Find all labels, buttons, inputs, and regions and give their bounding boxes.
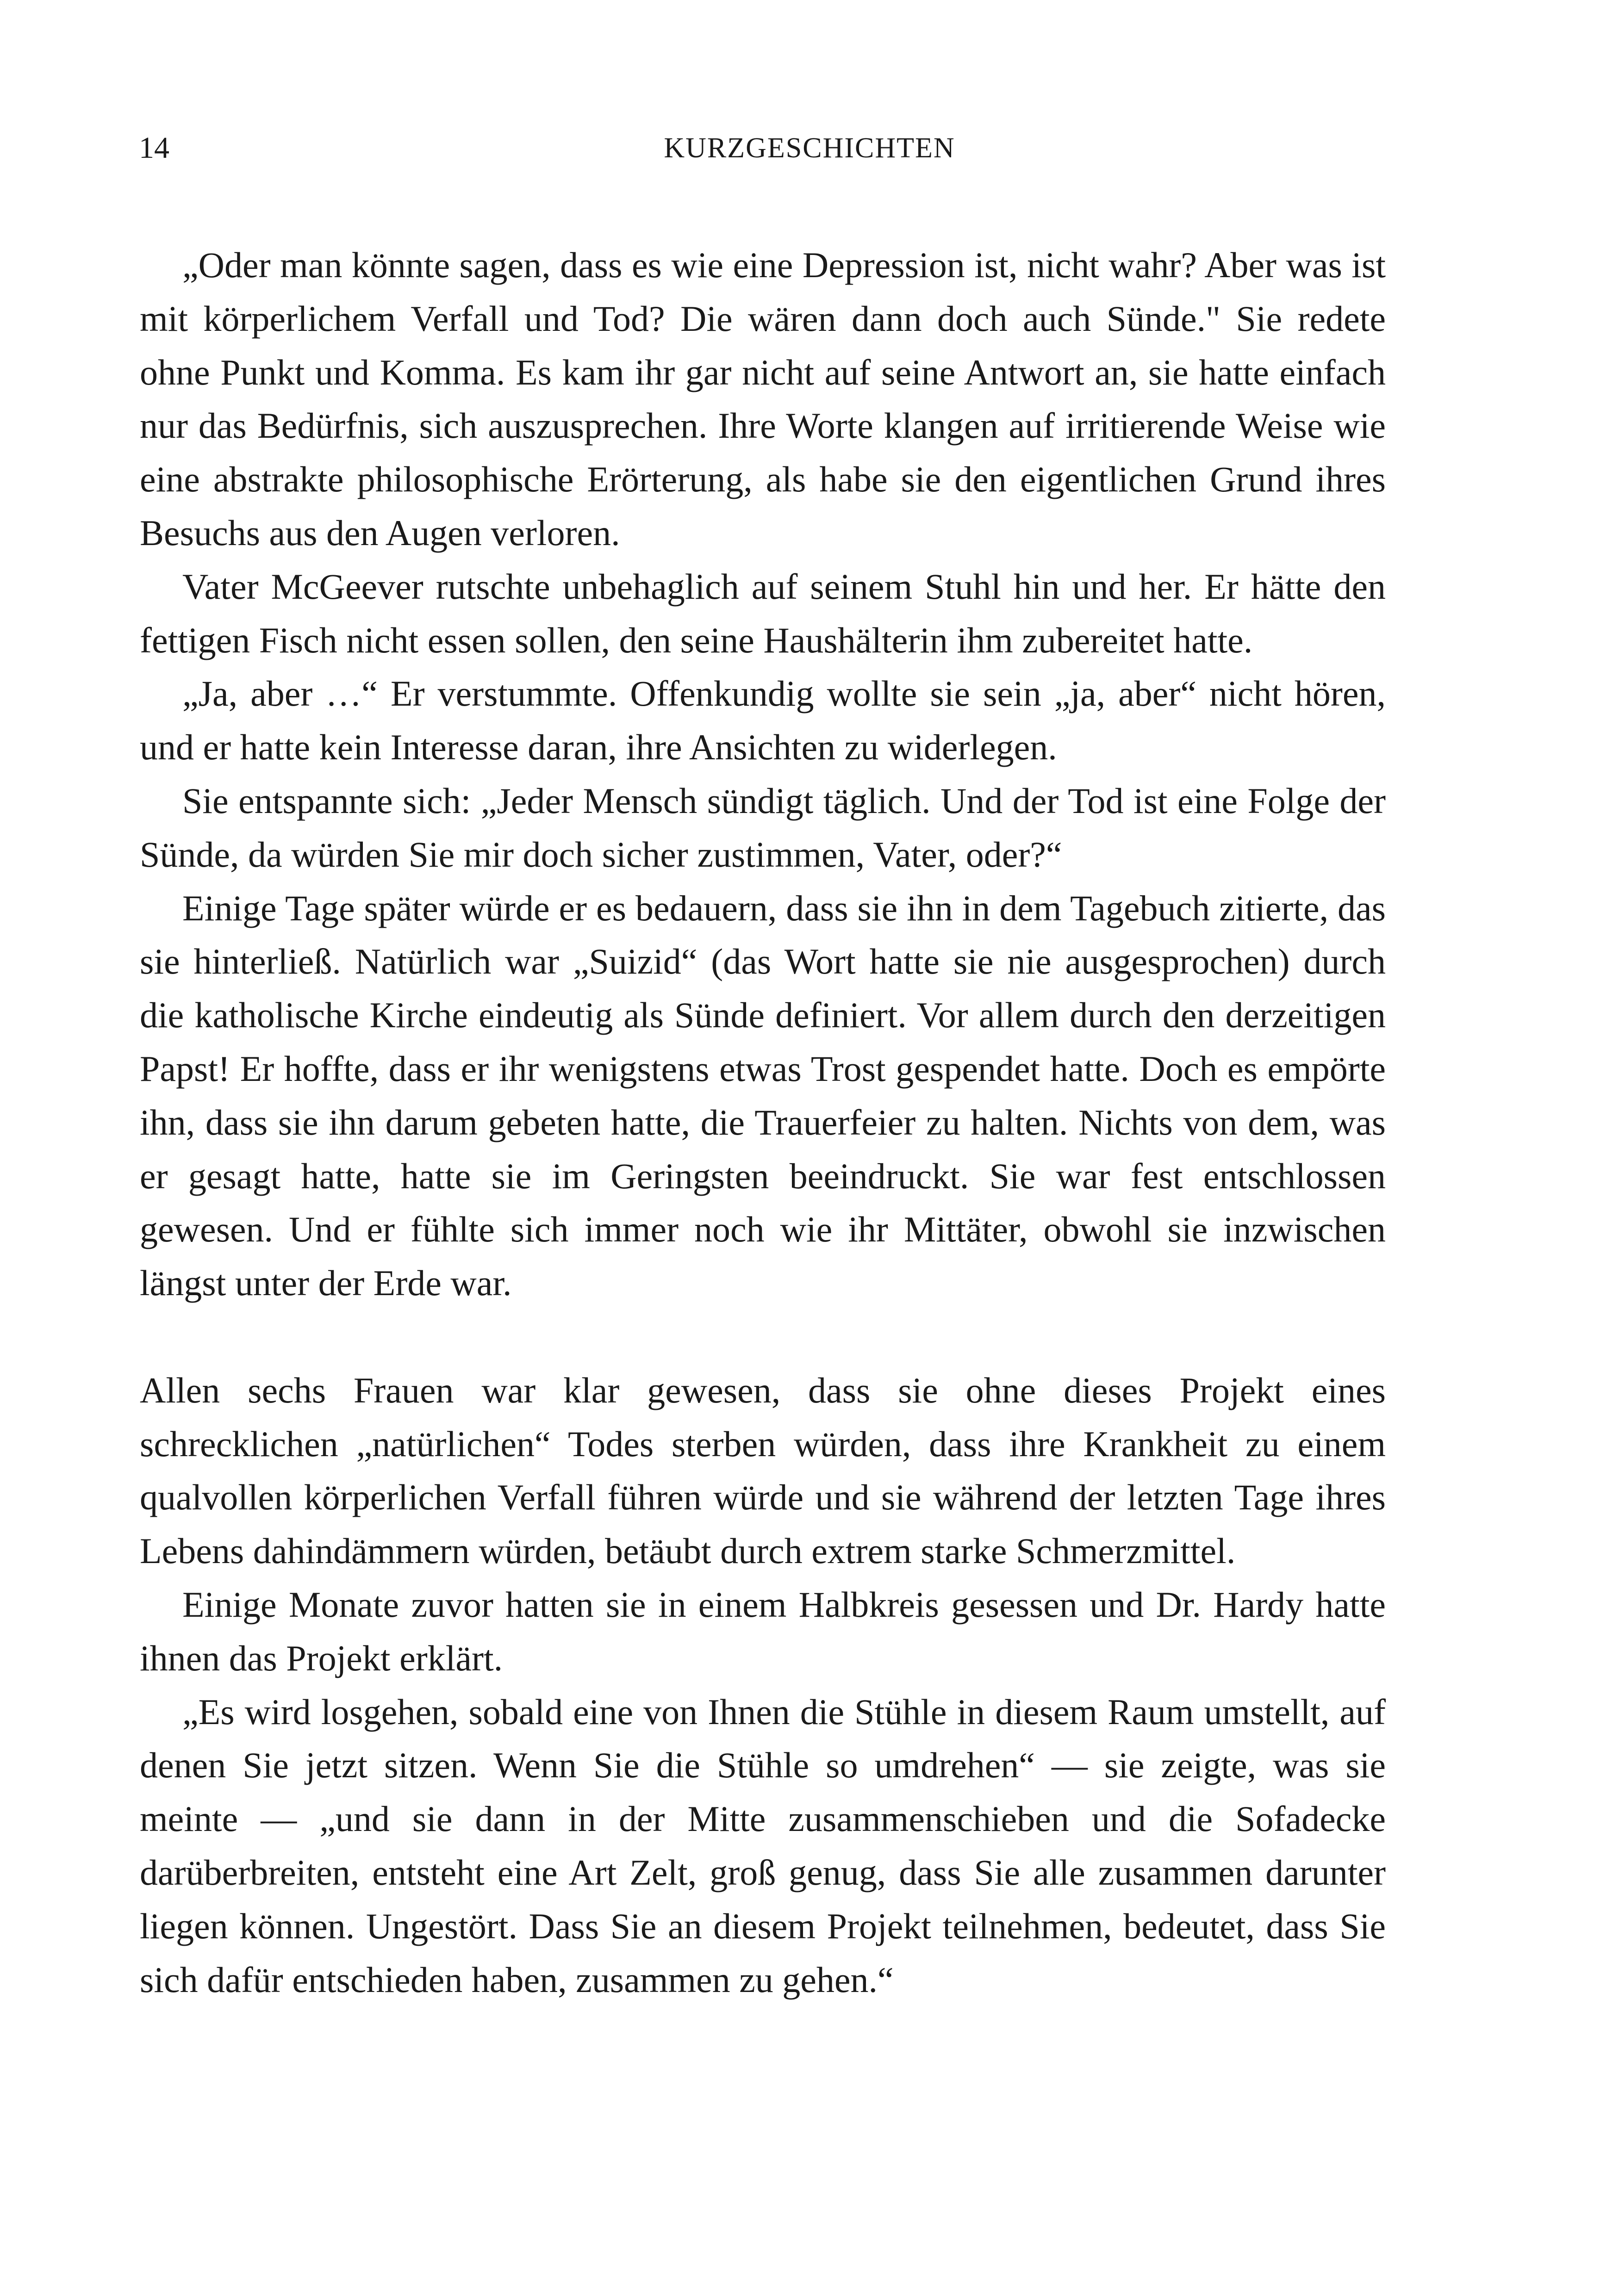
paragraph: Allen sechs Frauen war klar gewesen, dass sie ohne dieses Projekt eines schrecklichen „natürlichen“ Todes sterben würden, dass ihre Krankheit zu einem qualvollen körperlichen Verfall führen würde und sie während der letzten Tage ihres Lebens dahindämmern würden, betäubt durch extrem starke Schmerzmittel. (140, 1370, 1386, 1571)
body-text (140, 238, 1386, 2006)
paragraph: „Oder man könnte sagen, dass es wie eine Depression ist, nicht wahr? Aber was ist mit körperlichem Verfall und Tod? Die wären dann doch auch Sünde." Sie redete ohne Punkt und Komma. Es kam ihr gar nicht auf seine Antwort an, sie hatte einfach nur das Bedürfnis, sich auszusprechen. Ihre Worte klangen auf irritierende Weise wie eine abstrakte philosophische Erörterung, als habe sie den eigentlichen Grund ihres Besuchs aus den Augen verloren. (140, 245, 1386, 553)
paragraph: „Ja, aber …“ Er verstummte. Offenkundig wollte sie sein „ja, aber“ nicht hören, und er hatte kein Interesse daran, ihre Ansichten zu widerlegen. (140, 673, 1386, 768)
paragraph: „Es wird losgehen, sobald eine von Ihnen die Stühle in diesem Raum umstellt, auf denen Sie jetzt sitzen. Wenn Sie die Stühle so umdrehen“ — sie zeigte, was sie meinte — „und sie dann in der Mitte zusammenschieben und die Sofadecke darüberbreiten, entsteht eine Art Zelt, groß genug, dass Sie alle zusammen darunter liegen können. Ungestört. Dass Sie an diesem Projekt teilnehmen, bedeutet, dass Sie sich dafür entschieden haben, zusammen zu gehen.“ (140, 1691, 1386, 2000)
running-head (139, 125, 1480, 171)
running-title: KURZGESCHICHTEN (664, 132, 955, 164)
paragraph: Sie entspannte sich: „Jeder Mensch sündigt täglich. Und der Tod ist eine Folge der Sünde, da würden Sie mir doch sicher zustimmen, Vater, oder?“ (140, 780, 1386, 875)
paragraph: Einige Monate zuvor hatten sie in einem Halbkreis gesessen und Dr. Hardy hatte ihnen das Projekt erklärt. (140, 1584, 1386, 1678)
section-break (140, 1310, 1386, 1364)
paragraph: Vater McGeever rutschte unbehaglich auf seinem Stuhl hin und her. Er hätte den fettigen Fisch nicht essen sollen, den seine Haushälterin ihm zubereitet hatte. (140, 566, 1386, 660)
paragraph: Einige Tage später würde er es bedauern, dass sie ihn in dem Tagebuch zitierte, das sie hinterließ. Natürlich war „Suizid“ (das Wort hatte sie nie ausgesprochen) durch die katholische Kirche eindeutig als Sünde definiert. Vor allem durch den derzeitigen Papst! Er hoffte, dass er ihr wenigstens etwas Trost gespendet hatte. Doch es empörte ihn, dass sie ihn darum gebeten hatte, die Trauerfeier zu halten. Nichts von dem, was er gesagt hatte, hatte sie im Geringsten beeindruckt. Sie war fest entschlossen gewesen. Und er fühlte sich immer noch wie ihr Mittäter, obwohl sie inzwischen längst unter der Erde war. (140, 887, 1386, 1303)
page-number: 14 (139, 131, 169, 165)
